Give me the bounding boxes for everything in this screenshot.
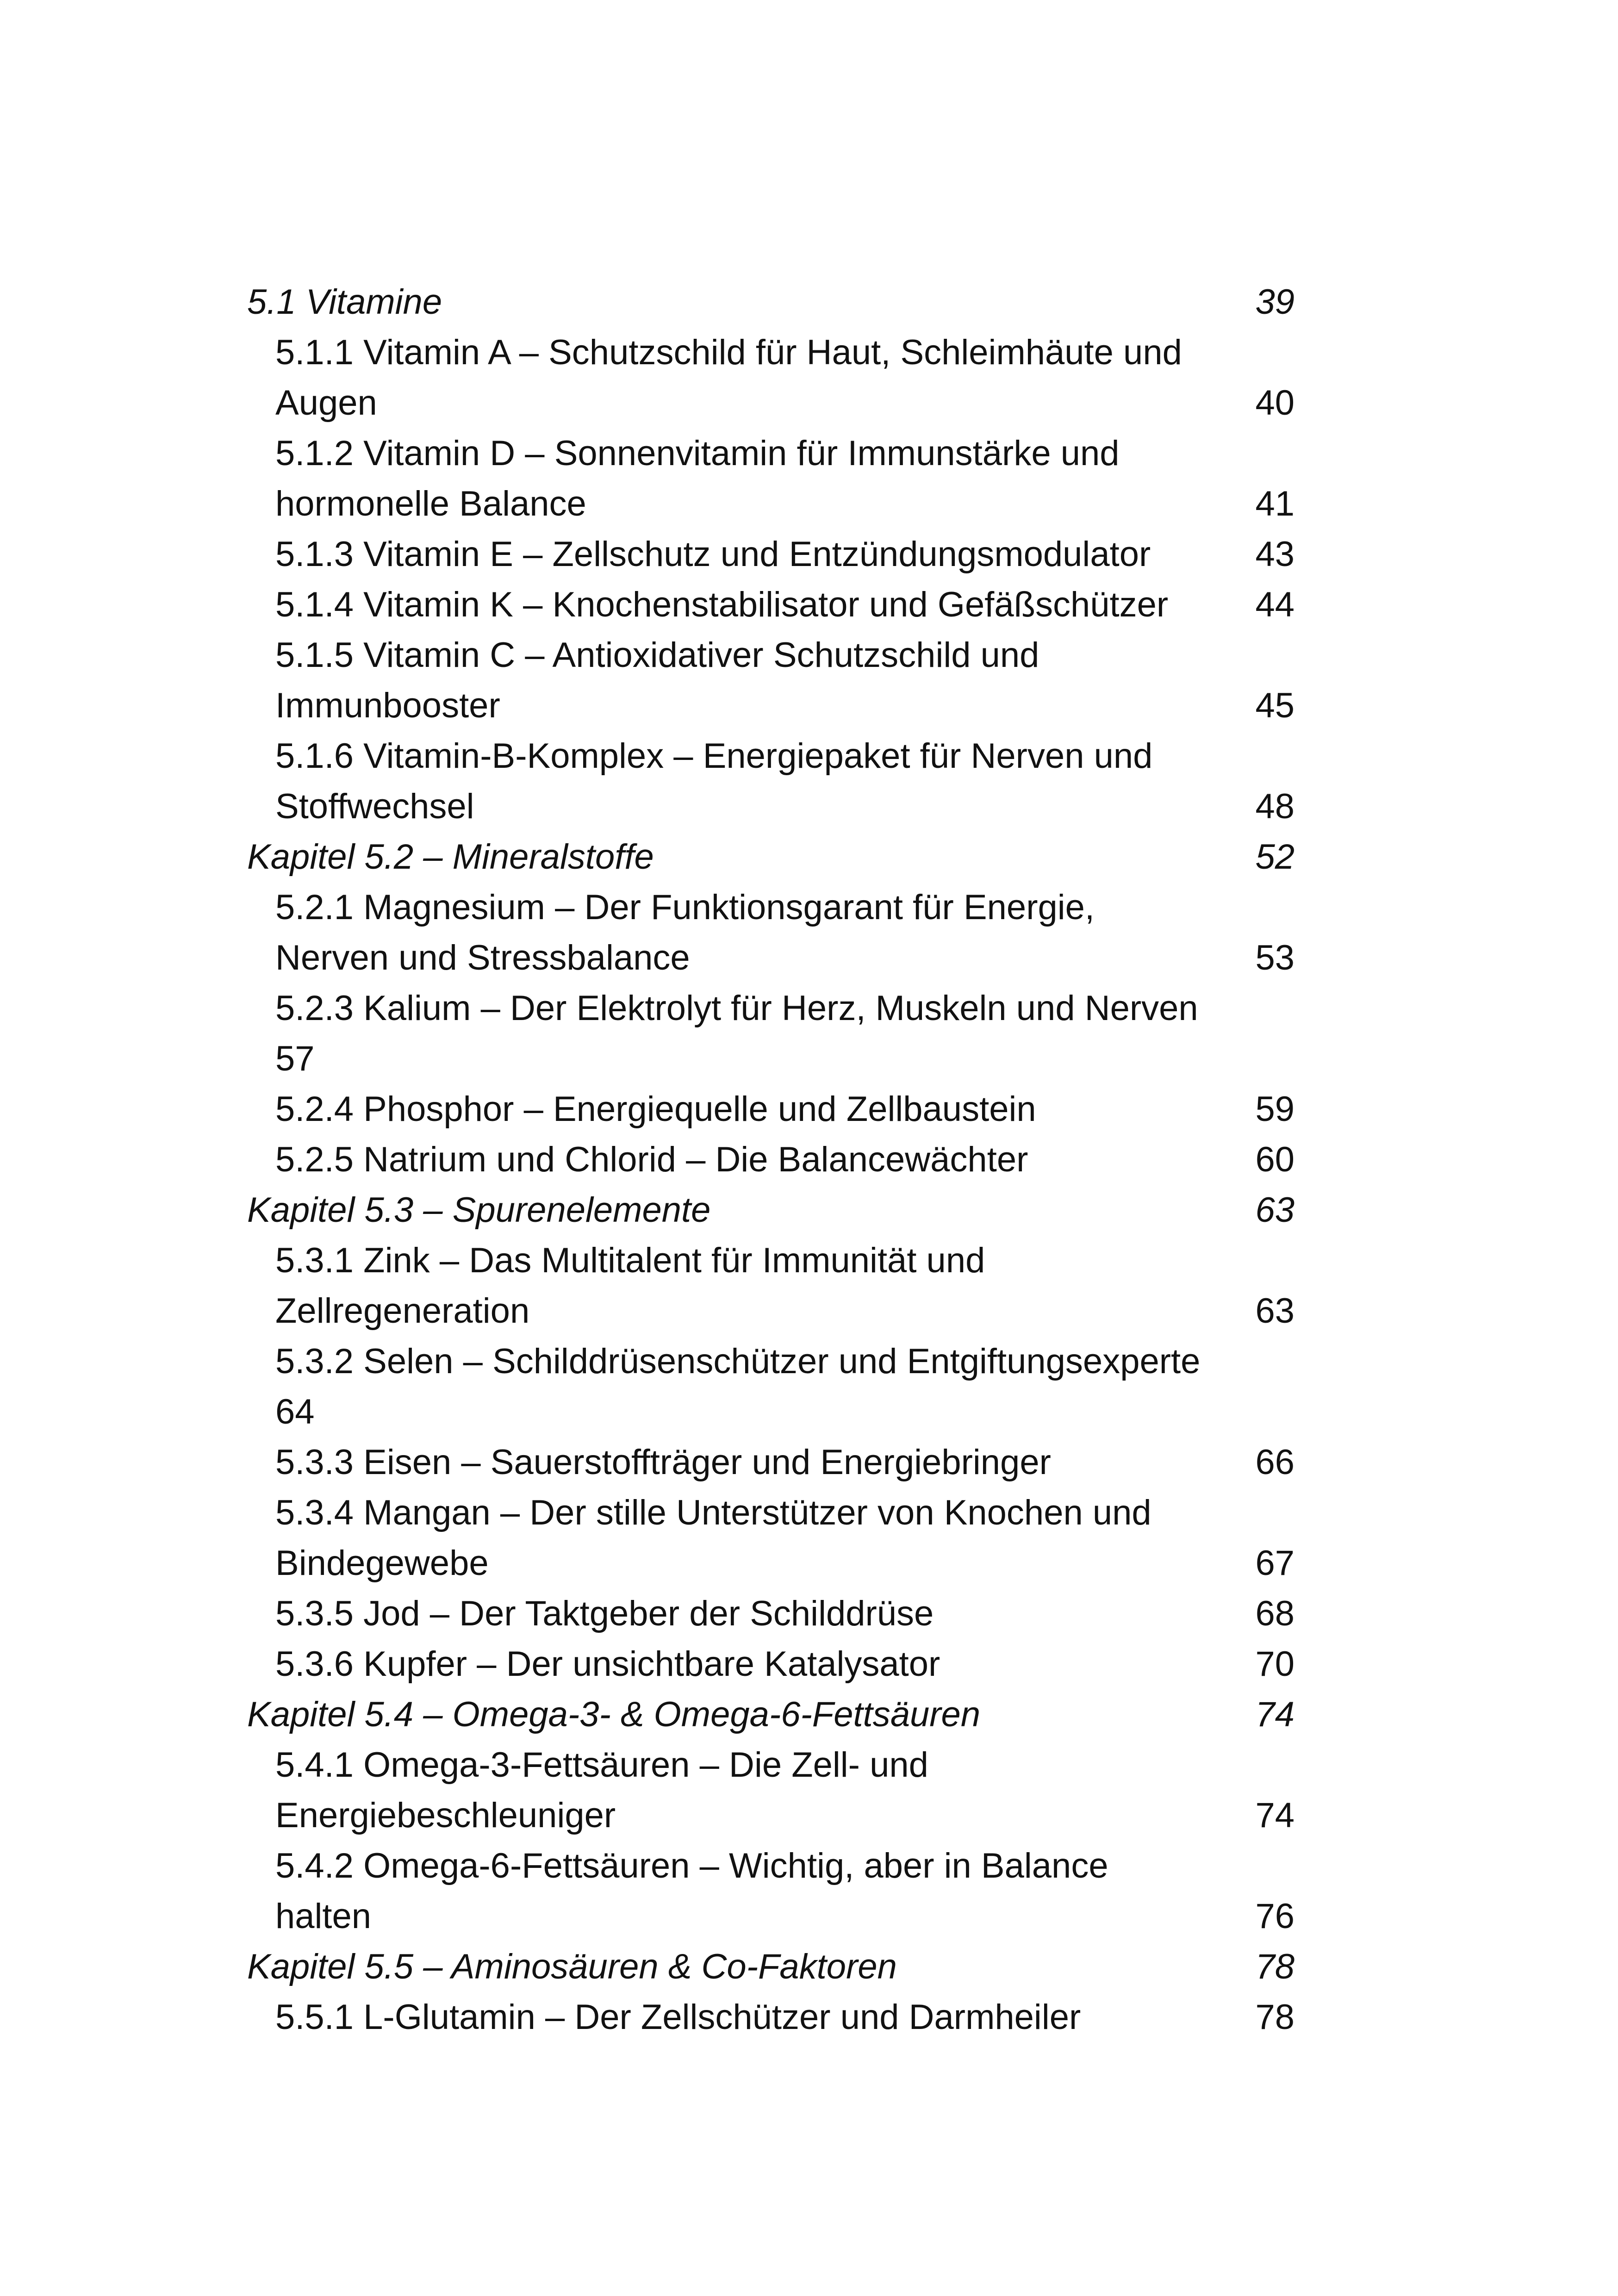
- toc-entry-line[interactable]: [247, 781, 1294, 832]
- toc-entry-title: Immunbooster: [275, 686, 500, 725]
- toc-entry-line[interactable]: [247, 327, 1294, 378]
- table-of-contents: [247, 277, 1294, 2042]
- toc-entry-line[interactable]: [247, 1286, 1294, 1336]
- toc-entry-line[interactable]: [247, 529, 1294, 579]
- toc-page-number: 60: [1255, 1140, 1294, 1179]
- toc-entry-line[interactable]: [247, 1740, 1294, 1790]
- toc-entry-title: 5.1.6 Vitamin-B-Komplex – Energiepaket für Nerven und: [275, 736, 1153, 776]
- toc-page-number: 78: [1255, 1997, 1294, 2037]
- toc-entry-line[interactable]: [247, 1639, 1294, 1689]
- toc-page-number: 53: [1255, 938, 1294, 977]
- toc-entry-title: 5.1 Vitamine: [247, 282, 442, 322]
- toc-entry-line[interactable]: [247, 1992, 1294, 2042]
- toc-entry-title: Bindegewebe: [275, 1543, 489, 1583]
- toc-chapter-line[interactable]: [247, 1689, 1294, 1740]
- toc-entry-title: 5.2.1 Magnesium – Der Funktionsgarant für Energie,: [275, 888, 1095, 927]
- toc-page-number: 63: [1255, 1190, 1294, 1230]
- toc-page-number: 74: [1255, 1796, 1294, 1835]
- toc-entry-title: 5.3.1 Zink – Das Multitalent für Immunität und: [275, 1241, 985, 1280]
- toc-entry-title: hormonelle Balance: [275, 484, 586, 523]
- toc-entry-line[interactable]: [247, 630, 1294, 680]
- toc-entry-title: 5.2.3 Kalium – Der Elektrolyt für Herz, Muskeln und Nerven: [275, 989, 1198, 1028]
- toc-entry-title: Kapitel 5.2 – Mineralstoffe: [247, 837, 654, 877]
- toc-entry-title: 5.3.2 Selen – Schilddrüsenschützer und Entgiftungsexperte: [275, 1342, 1201, 1381]
- toc-entry-title: halten: [275, 1897, 372, 1936]
- toc-page-number: 48: [1255, 787, 1294, 826]
- toc-entry-title: 5.4.2 Omega-6-Fettsäuren – Wichtig, aber in Balance: [275, 1846, 1108, 1885]
- toc-entry-title: Energiebeschleuniger: [275, 1796, 616, 1835]
- toc-page-number: 68: [1255, 1594, 1294, 1633]
- toc-entry-title: 5.3.4 Mangan – Der stille Unterstützer von Knochen und: [275, 1493, 1151, 1532]
- toc-entry-title: 5.1.3 Vitamin E – Zellschutz und Entzündungsmodulator: [275, 535, 1151, 574]
- toc-entry-title: Kapitel 5.4 – Omega-3- & Omega-6-Fettsäuren: [247, 1695, 981, 1734]
- toc-entry-line[interactable]: [247, 1084, 1294, 1134]
- toc-entry-title: 5.3.3 Eisen – Sauerstoffträger und Energiebringer: [275, 1443, 1051, 1482]
- toc-entry-title: Zellregeneration: [275, 1291, 530, 1331]
- toc-entry-line[interactable]: [247, 983, 1294, 1033]
- toc-entry-line[interactable]: [247, 1336, 1294, 1387]
- toc-entry-line[interactable]: [247, 428, 1294, 479]
- toc-entry-title: Kapitel 5.5 – Aminosäuren & Co-Faktoren: [247, 1947, 897, 1986]
- toc-entry-title: 5.2.5 Natrium und Chlorid – Die Balancewächter: [275, 1140, 1028, 1179]
- toc-entry-title: Nerven und Stressbalance: [275, 938, 690, 977]
- toc-page-number: 59: [1255, 1089, 1294, 1129]
- toc-page-number: 63: [1255, 1291, 1294, 1331]
- toc-entry-title: 5.1.4 Vitamin K – Knochenstabilisator und Gefäßschützer: [275, 585, 1169, 624]
- toc-entry-line[interactable]: [247, 1588, 1294, 1639]
- toc-chapter-line[interactable]: [247, 1185, 1294, 1235]
- toc-page-number: 52: [1255, 837, 1294, 877]
- toc-entry-line[interactable]: [247, 1387, 1294, 1437]
- toc-entry-line[interactable]: [247, 1033, 1294, 1084]
- toc-page-number: 43: [1255, 535, 1294, 574]
- toc-page-number: 41: [1255, 484, 1294, 523]
- toc-page-number: 64: [275, 1392, 315, 1431]
- toc-entry-title: Kapitel 5.3 – Spurenelemente: [247, 1190, 711, 1230]
- toc-page-number: 45: [1255, 686, 1294, 725]
- toc-chapter-line[interactable]: [247, 832, 1294, 882]
- toc-entry-title: Augen: [275, 383, 377, 423]
- toc-entry-line[interactable]: [247, 1134, 1294, 1185]
- toc-entry-line[interactable]: [247, 378, 1294, 428]
- toc-page-number: 66: [1255, 1443, 1294, 1482]
- toc-entry-title: 5.5.1 L-Glutamin – Der Zellschützer und Darmheiler: [275, 1997, 1081, 2037]
- toc-page-number: 67: [1255, 1543, 1294, 1583]
- toc-entry-line[interactable]: [247, 1891, 1294, 1941]
- toc-entry-line[interactable]: [247, 882, 1294, 933]
- toc-entry-line[interactable]: [247, 1235, 1294, 1286]
- toc-entry-title: 5.1.1 Vitamin A – Schutzschild für Haut, Schleimhäute und: [275, 333, 1182, 372]
- toc-entry-line[interactable]: [247, 731, 1294, 781]
- toc-entry-line[interactable]: [247, 579, 1294, 630]
- toc-entry-line[interactable]: [247, 1437, 1294, 1487]
- toc-chapter-line[interactable]: [247, 277, 1294, 327]
- toc-entry-line[interactable]: [247, 680, 1294, 731]
- toc-entry-line[interactable]: [247, 1790, 1294, 1841]
- toc-entry-title: 5.3.6 Kupfer – Der unsichtbare Katalysator: [275, 1644, 940, 1684]
- toc-page-number: 57: [275, 1039, 315, 1078]
- toc-entry-title: 5.4.1 Omega-3-Fettsäuren – Die Zell- und: [275, 1745, 928, 1785]
- toc-entry-title: 5.2.4 Phosphor – Energiequelle und Zellbaustein: [275, 1089, 1036, 1129]
- toc-entry-title: 5.3.5 Jod – Der Taktgeber der Schilddrüse: [275, 1594, 934, 1633]
- toc-entry-line[interactable]: [247, 1538, 1294, 1588]
- toc-page-number: 74: [1255, 1695, 1294, 1734]
- toc-page-number: 70: [1255, 1644, 1294, 1684]
- toc-entry-title: 5.1.2 Vitamin D – Sonnenvitamin für Immunstärke und: [275, 434, 1120, 473]
- toc-page-number: 39: [1255, 282, 1294, 322]
- toc-entry-title: 5.1.5 Vitamin C – Antioxidativer Schutzschild und: [275, 635, 1039, 675]
- toc-entry-line[interactable]: [247, 1841, 1294, 1891]
- toc-entry-line[interactable]: [247, 479, 1294, 529]
- toc-entry-title: Stoffwechsel: [275, 787, 474, 826]
- toc-entry-line[interactable]: [247, 933, 1294, 983]
- toc-page-number: 76: [1255, 1897, 1294, 1936]
- toc-entry-line[interactable]: [247, 1487, 1294, 1538]
- toc-chapter-line[interactable]: [247, 1941, 1294, 1992]
- toc-page-number: 44: [1255, 585, 1294, 624]
- toc-page-number: 78: [1255, 1947, 1294, 1986]
- toc-page-number: 40: [1255, 383, 1294, 423]
